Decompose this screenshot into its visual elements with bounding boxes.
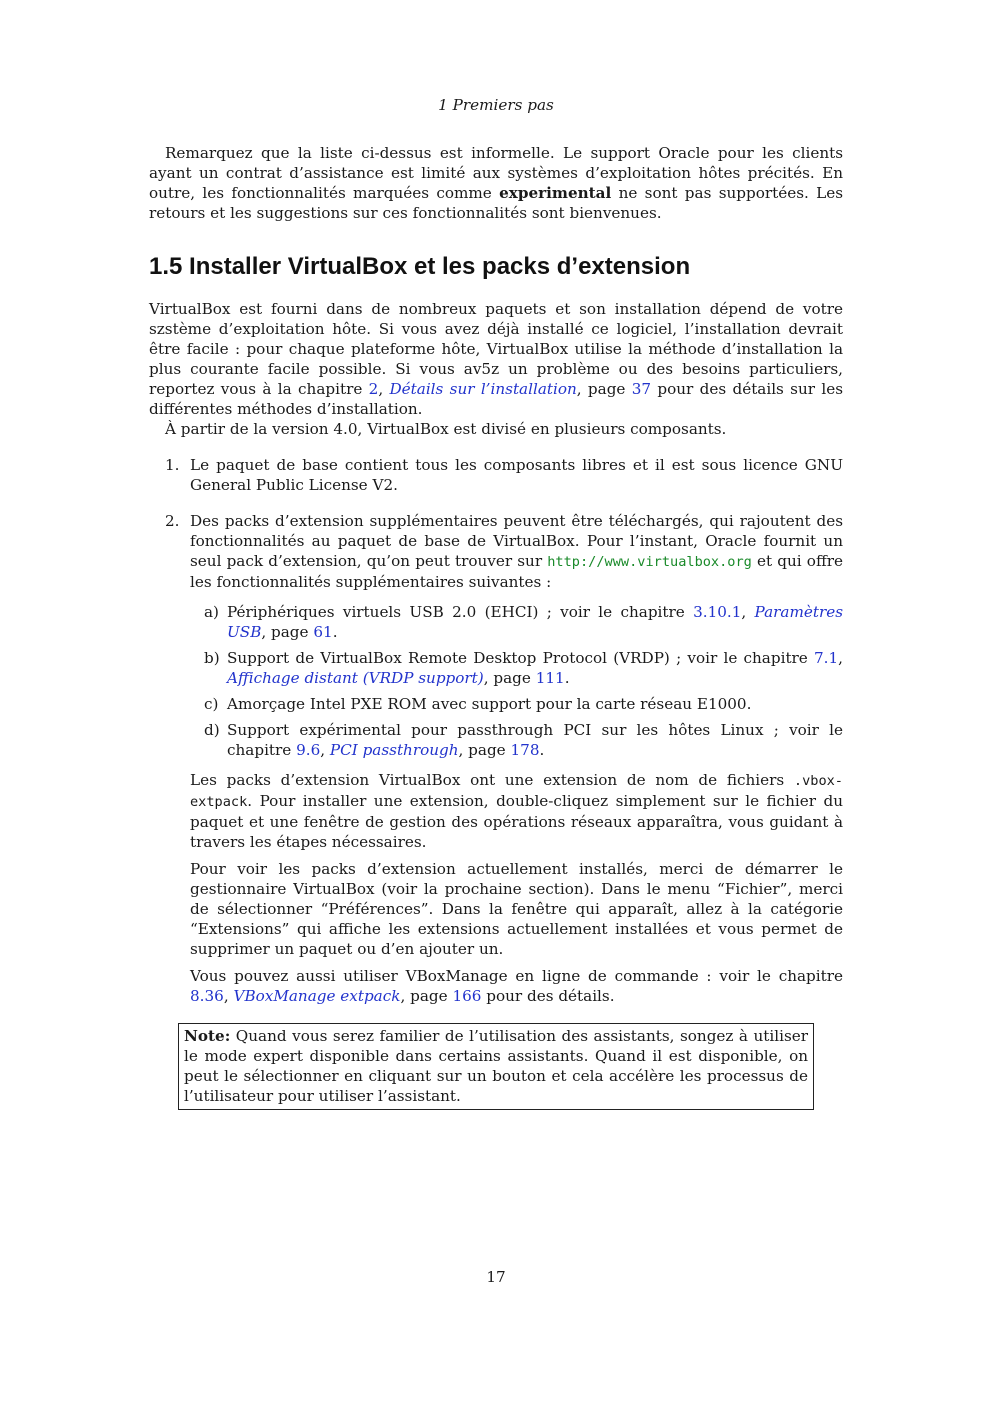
note-box [178, 1023, 814, 1110]
note-text: Quand vous serez familier de l’utilisation des assistants, songez à utiliser le mode expert disponible dans certains assistants. Quand il est disponible, on peut le sélectionner en cliquant sur un bouton et cela accélère les processus de l’utilisateur pour utiliser l’assistant. [184, 1027, 808, 1105]
sub-list-item [190, 648, 843, 688]
link-chapter-8-36[interactable]: 8.36 [190, 987, 224, 1005]
sub-item-sep: , [838, 649, 843, 667]
sub-item-text: Périphériques virtuels USB 2.0 (EHCI) ; voir le chapitre [227, 603, 694, 621]
vboxmanage-paragraph [190, 966, 843, 1006]
section-p1-sep: , [378, 380, 390, 398]
link-chapter-9-6[interactable]: 9.6 [296, 741, 321, 759]
extpack-text-b: . Pour installer une extension, double-cliquez simplement sur le fichier du paquet et une fenêtre de gestion des opérations réseaux apparaîtra, vous guidant à travers les étapes nécessaires. [190, 792, 843, 851]
link-page-178[interactable]: 178 [510, 741, 540, 759]
sub-item-text: Amorçage Intel PXE ROM avec support pour la carte réseau E1000. [227, 695, 752, 713]
section-p1-text-a: VirtualBox est fourni dans de nombreux paquets et son installation dépend de votre szstème d’exploitation hôte. Si vous avez déjà installé ce logiciel, l’installation devrait être facile : pour chaque plateforme hôte, VirtualBox utilise la méthode d’installation la plus courante facile possible. Si vous av5z un problème ou des besoins particuliers, reportez vous à la chapitre [149, 300, 843, 398]
sub-item-end: . [539, 741, 545, 759]
note-label: Note: [184, 1027, 231, 1045]
sub-item-letter: d) [204, 721, 220, 739]
vboxmanage-text-a: Vous pouvez aussi utiliser VBoxManage en ligne de commande : voir le chapitre [190, 967, 843, 985]
list-item-text-a: Des packs d’extension supplémentaires peuvent être téléchargés, qui rajoutent des fonctionnalités au paquet de base de VirtualBox. Pour l’instant, Oracle fournit un seul pack d’extension, qu’on peut trouver sur [190, 512, 843, 570]
link-page-166[interactable]: 166 [452, 987, 482, 1005]
section-paragraph-2: À partir de la version 4.0, VirtualBox est divisé en plusieurs composants. [165, 420, 727, 438]
vboxmanage-sep: , [223, 987, 234, 1005]
sub-item-sep: , [320, 741, 330, 759]
link-virtualbox-url[interactable]: http://www.virtualbox.org [547, 554, 752, 570]
preferences-paragraph: Pour voir les packs d’extension actuellement installés, merci de démarrer le gestionnaire VirtualBox (voir la prochaine section). Dans le menu “Fichier”, merci de sélectionner “Préférences”. Dans la fenêtre qui apparaît, allez à la catégorie “Extensions” qui affiche les extensions actuellement installées et vous permet de supprimer un paquet ou d’en ajouter un. [190, 860, 843, 958]
sub-item-end: . [564, 669, 570, 687]
link-parametres-usb[interactable]: Paramètres USB [227, 603, 843, 641]
sub-item-page-label: , page [458, 741, 511, 759]
extpack-text-a: Les packs d’extension VirtualBox ont une extension de nom de fichiers [190, 771, 794, 789]
sub-item-page-label: , page [483, 669, 536, 687]
list-item-number: 1. [165, 456, 180, 474]
link-pci-passthrough[interactable]: PCI passthrough [329, 741, 459, 759]
link-vboxmanage-extpack[interactable]: VBoxManage extpack [233, 987, 401, 1005]
sub-item-page-label: , page [261, 623, 314, 641]
link-page-61[interactable]: 61 [313, 623, 333, 641]
sub-item-text: Support expérimental pour passthrough PCI sur les hôtes Linux ; voir le chapitre [227, 721, 843, 759]
section-p1-text-b: , page [576, 380, 632, 398]
sub-item-text: Support de VirtualBox Remote Desktop Protocol (VRDP) ; voir le chapitre [227, 649, 815, 667]
link-chapter-3-10-1[interactable]: 3.10.1 [693, 603, 742, 621]
vboxmanage-text-c: pour des détails. [481, 987, 615, 1005]
sub-list-item [190, 602, 843, 642]
component-list [149, 455, 843, 1006]
page-number: 17 [486, 1268, 506, 1286]
intro-text-b: ne sont pas supportées. Les retours et les suggestions sur ces fonctionnalités sont bienvenues. [149, 184, 843, 222]
link-affichage-distant[interactable]: Affichage distant (VRDP support) [227, 669, 484, 687]
section-p1-text-c: pour des détails sur les différentes méthodes d’installation. [149, 380, 843, 418]
link-chapter-7-1[interactable]: 7.1 [814, 649, 839, 667]
sub-item-letter: a) [204, 603, 219, 621]
sub-item-letter: c) [204, 695, 219, 713]
section-paragraph-1 [149, 299, 843, 419]
link-chapter-2[interactable]: 2 [368, 380, 379, 398]
intro-paragraph [149, 143, 843, 223]
list-item-number: 2. [165, 512, 180, 530]
running-header: 1 Premiers pas [438, 96, 554, 114]
link-page-37[interactable]: 37 [631, 380, 652, 398]
list-item-text: Le paquet de base contient tous les composants libres et il est sous licence GNU General Public License V2. [190, 456, 843, 494]
sub-item-end: . [332, 623, 338, 641]
extension-features-list [190, 602, 843, 760]
extpack-paragraph [190, 770, 843, 852]
extpack-filename: .vbox-extpack [190, 773, 843, 810]
intro-text-a: Remarquez que la liste ci-dessus est informelle. Le support Oracle pour les clients ayant un contrat d’assistance est limité aux systèmes d’exploitation hôtes précités. En outre, les fonctionnalités marquées comme [149, 144, 843, 202]
section-title: 1.5 Installer VirtualBox et les packs d’extension [149, 253, 691, 280]
list-item [149, 455, 843, 495]
list-item-text [190, 511, 843, 592]
vboxmanage-text-b: , page [400, 987, 453, 1005]
link-details-installation[interactable]: Détails sur l’installation [389, 380, 577, 398]
sub-list-item [190, 720, 843, 760]
list-item-text-b: et qui offre les fonctionnalités supplémentaires suivantes : [190, 552, 843, 591]
sub-list-item [190, 694, 843, 714]
intro-bold-experimental: experimental [499, 184, 612, 202]
sub-item-letter: b) [204, 649, 220, 667]
list-item [149, 511, 843, 1006]
link-page-111[interactable]: 111 [535, 669, 565, 687]
sub-item-sep: , [741, 603, 755, 621]
section-body [149, 299, 843, 1006]
